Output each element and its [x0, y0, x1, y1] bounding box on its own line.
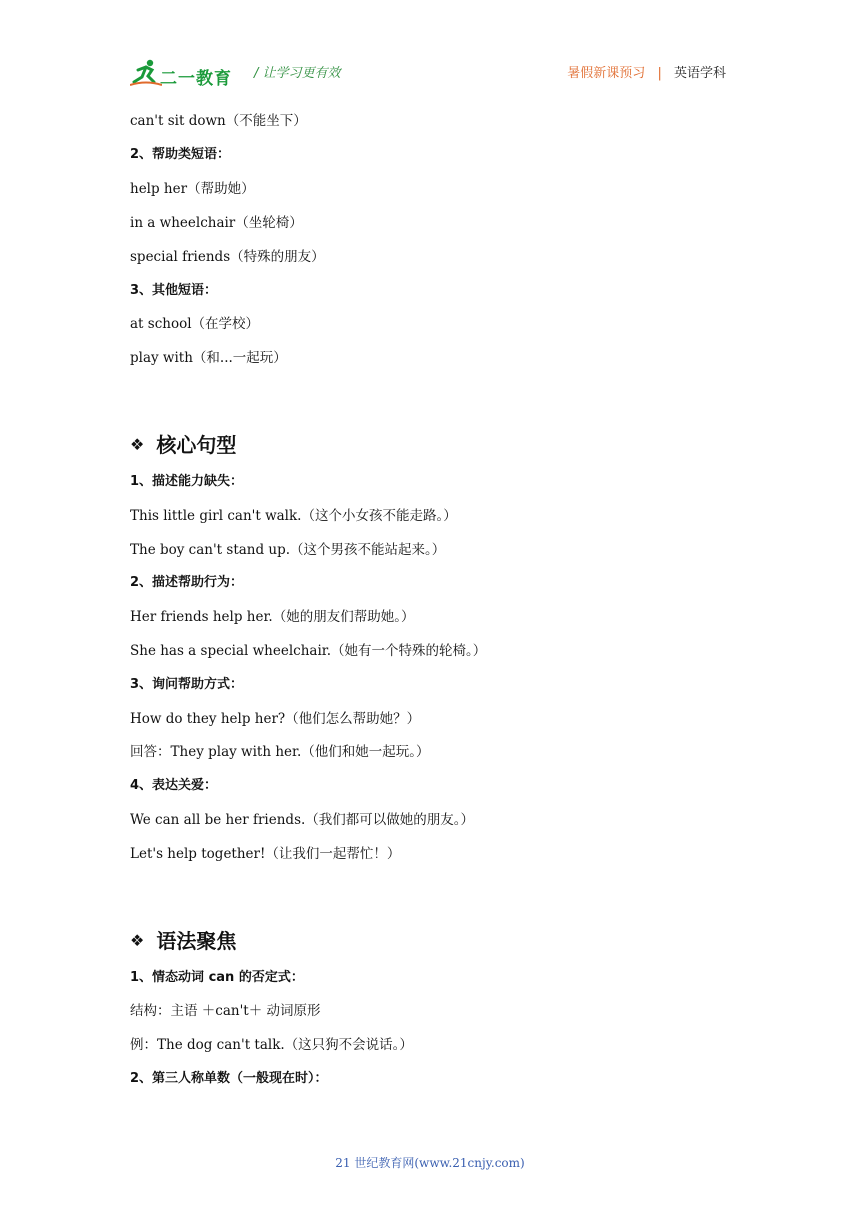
sentence-line: This little girl can't walk.（这个小女孩不能走路。）: [130, 508, 457, 524]
sentence-line: Her friends help her.（她的朋友们帮助她。）: [130, 609, 415, 625]
subheading: 2、描述帮助行为：: [130, 575, 244, 590]
phrase-line: help her（帮助她）: [130, 181, 255, 197]
subheading: 3、其他短语：: [130, 283, 218, 298]
phrase-line: play with（和...一起玩）: [130, 350, 287, 366]
phrase-line: in a wheelchair（坐轮椅）: [130, 215, 303, 231]
sentence-line: 回答：They play with her.（他们和她一起玩。）: [130, 744, 430, 760]
phrase-line: special friends（特殊的朋友）: [130, 249, 325, 265]
grammar-line: 例：The dog can't talk.（这只狗不会说话。）: [130, 1037, 413, 1053]
subheading: 4、表达关爱：: [130, 778, 218, 793]
sentence-line: We can all be her friends.（我们都可以做她的朋友。）: [130, 812, 475, 828]
subheading: 2、第三人称单数（一般现在时）：: [130, 1071, 328, 1086]
header-separator: |: [657, 66, 662, 81]
subheading: 2、帮助类短语：: [130, 147, 231, 162]
preview-label: 暑假新课预习: [567, 66, 646, 81]
subheading: 3、询问帮助方式：: [130, 677, 244, 692]
grammar-line: 结构：主语 ＋can't＋ 动词原形: [130, 1003, 321, 1019]
sentence-line: She has a special wheelchair.（她有一个特殊的轮椅。）: [130, 643, 487, 659]
phrase-line: can't sit down（不能坐下）: [130, 113, 307, 129]
logo-text: 二一教育: [160, 69, 232, 89]
page-footer: 21 世纪教育网(www.21cnjy.com): [335, 1156, 525, 1170]
subheading: 1、描述能力缺失：: [130, 474, 244, 489]
subheading: 1、情态动词 can 的否定式：: [130, 970, 304, 985]
section-heading-grammar: [130, 925, 236, 954]
section-title: 语法聚焦: [156, 929, 237, 953]
header-right: [567, 62, 726, 81]
page-header: [130, 54, 726, 90]
phrase-line: at school（在学校）: [130, 316, 260, 332]
runner-logo-icon: [130, 58, 162, 88]
section-heading-core-sentences: [130, 429, 236, 458]
logo: [130, 58, 240, 88]
slogan: / 让学习更有效: [254, 66, 341, 81]
subject-label: 英语学科: [673, 66, 726, 81]
section-title: 核心句型: [156, 433, 237, 457]
diamond-bullet-icon: ❖: [130, 931, 145, 950]
sentence-line: The boy can't stand up.（这个男孩不能站起来。）: [130, 542, 446, 558]
sentence-line: How do they help her?（他们怎么帮助她？）: [130, 711, 421, 727]
sentence-line: Let's help together!（让我们一起帮忙！）: [130, 846, 401, 862]
diamond-bullet-icon: ❖: [130, 435, 145, 454]
